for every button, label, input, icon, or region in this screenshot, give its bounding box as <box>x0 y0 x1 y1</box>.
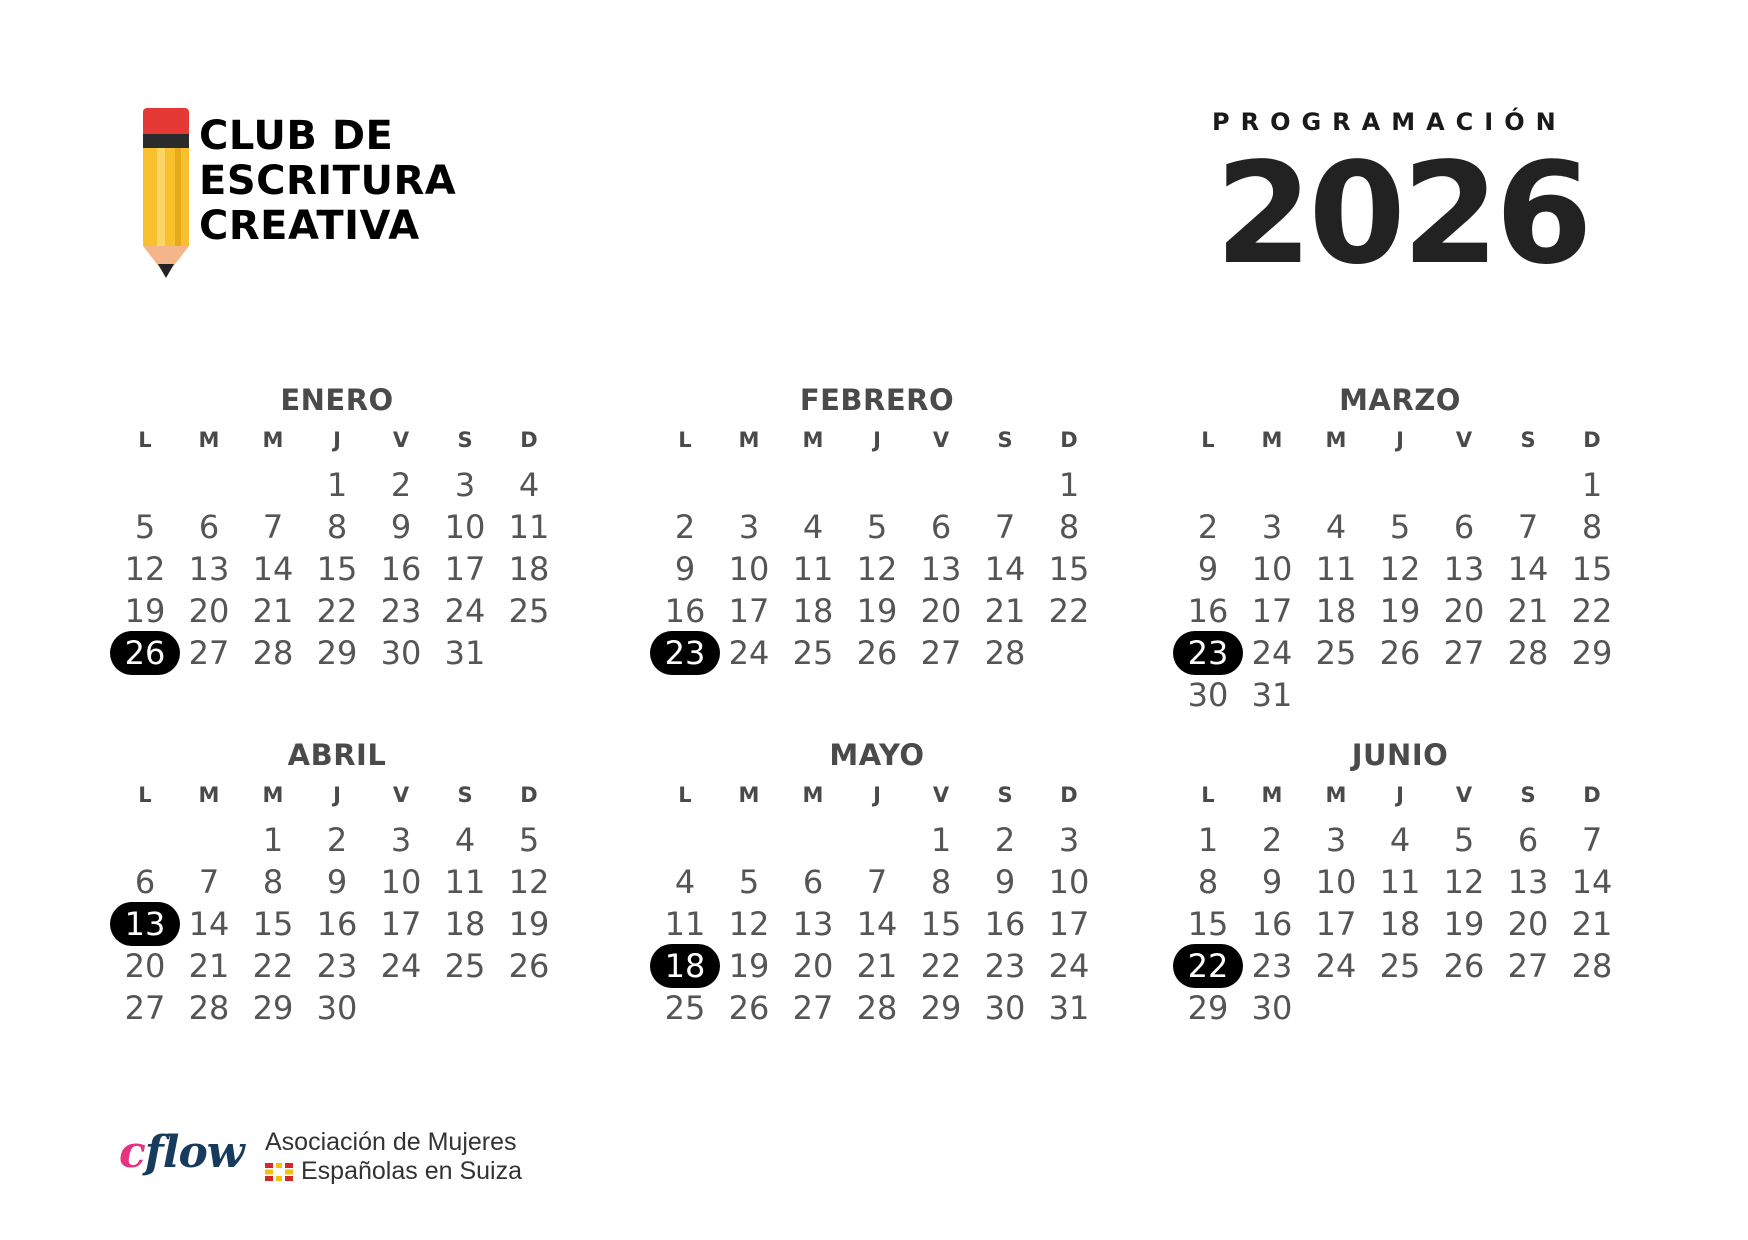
month-abril <box>113 738 561 1029</box>
day-cell: 10 <box>1315 863 1357 901</box>
day-cell: 3 <box>1058 821 1080 859</box>
day-cell: 2 <box>326 821 348 859</box>
weekday-label: M <box>198 428 220 452</box>
day-cell: 18 <box>1315 592 1357 630</box>
empty-cell <box>241 464 305 506</box>
day-cell: 22 <box>920 947 962 985</box>
logo-line-3: CREATIVA <box>199 203 420 249</box>
day-cell: 24 <box>444 592 486 630</box>
empty-cell <box>781 819 845 861</box>
day-cell: 24 <box>1048 947 1090 985</box>
highlighted-day: 23 <box>653 632 717 674</box>
day-cell: 22 <box>1048 592 1090 630</box>
empty-cell <box>653 464 717 506</box>
day-cell: 2 <box>1197 508 1219 546</box>
day-cell: 4 <box>1325 508 1347 546</box>
day-cell: 2 <box>994 821 1016 859</box>
empty-cell <box>717 819 781 861</box>
empty-cell <box>1496 464 1560 506</box>
day-cell: 7 <box>866 863 888 901</box>
day-cell: 4 <box>518 466 540 504</box>
day-cell: 30 <box>1187 676 1229 714</box>
weekday-label: D <box>1583 783 1601 807</box>
day-cell: 11 <box>792 550 834 588</box>
association-logo <box>265 1128 522 1186</box>
weekday-label: J <box>1396 783 1404 807</box>
day-cell: 16 <box>1187 592 1229 630</box>
day-cell: 4 <box>1389 821 1411 859</box>
weekday-label: D <box>520 783 538 807</box>
day-grid <box>1176 819 1624 1029</box>
day-cell: 20 <box>792 947 834 985</box>
day-cell: 22 <box>252 947 294 985</box>
day-cell: 16 <box>380 550 422 588</box>
month-name: FEBRERO <box>799 383 955 417</box>
weekday-label: S <box>997 428 1013 452</box>
weekday-header <box>1176 421 1624 459</box>
weekday-label: M <box>738 428 760 452</box>
weekday-label: V <box>392 783 410 807</box>
day-cell: 30 <box>984 989 1026 1027</box>
weekday-label: M <box>198 783 220 807</box>
weekday-label: M <box>1325 428 1347 452</box>
day-cell: 9 <box>994 863 1016 901</box>
month-name: MARZO <box>1339 383 1461 417</box>
weekday-label: V <box>1455 428 1473 452</box>
day-cell: 29 <box>1187 989 1229 1027</box>
weekday-label: M <box>802 783 824 807</box>
day-cell: 22 <box>1571 592 1613 630</box>
weekday-header <box>113 421 561 459</box>
weekday-label: M <box>262 428 284 452</box>
weekday-label: D <box>1583 428 1601 452</box>
day-cell: 5 <box>866 508 888 546</box>
weekday-label: D <box>1060 428 1078 452</box>
day-cell: 7 <box>994 508 1016 546</box>
day-cell: 27 <box>188 634 230 672</box>
day-cell: 10 <box>1251 550 1293 588</box>
day-cell: 28 <box>1571 947 1613 985</box>
day-cell: 1 <box>930 821 952 859</box>
day-cell: 6 <box>930 508 952 546</box>
association-line-1: Asociación de Mujeres <box>265 1128 517 1156</box>
day-cell: 10 <box>380 863 422 901</box>
day-cell: 18 <box>508 550 550 588</box>
day-cell: 28 <box>252 634 294 672</box>
weekday-label: S <box>457 783 473 807</box>
day-cell: 21 <box>188 947 230 985</box>
day-cell: 1 <box>262 821 284 859</box>
weekday-label: M <box>802 428 824 452</box>
empty-cell <box>845 464 909 506</box>
month-enero <box>113 383 561 674</box>
weekday-label: L <box>138 428 152 452</box>
weekday-label: L <box>1201 783 1215 807</box>
day-cell: 6 <box>1453 508 1475 546</box>
day-cell: 4 <box>454 821 476 859</box>
day-cell: 28 <box>1507 634 1549 672</box>
day-cell: 6 <box>802 863 824 901</box>
weekday-label: D <box>520 428 538 452</box>
day-cell: 19 <box>728 947 770 985</box>
day-cell: 1 <box>1197 821 1219 859</box>
day-cell: 6 <box>134 863 156 901</box>
day-cell: 3 <box>1261 508 1283 546</box>
day-cell: 17 <box>1048 905 1090 943</box>
day-cell: 20 <box>1443 592 1485 630</box>
weekday-label: M <box>1325 783 1347 807</box>
day-cell: 26 <box>728 989 770 1027</box>
logo-line-2: ESCRITURA <box>199 158 457 204</box>
empty-cell <box>1240 464 1304 506</box>
day-grid <box>1176 464 1624 716</box>
day-cell: 13 <box>792 905 834 943</box>
day-cell: 19 <box>856 592 898 630</box>
day-cell: 28 <box>188 989 230 1027</box>
weekday-label: M <box>1261 783 1283 807</box>
day-cell: 7 <box>262 508 284 546</box>
day-cell: 8 <box>262 863 284 901</box>
day-cell: 3 <box>738 508 760 546</box>
empty-cell <box>177 464 241 506</box>
empty-cell <box>781 464 845 506</box>
weekday-label: J <box>333 428 341 452</box>
day-cell: 9 <box>674 550 696 588</box>
day-cell: 8 <box>930 863 952 901</box>
weekday-label: M <box>262 783 284 807</box>
day-cell: 4 <box>802 508 824 546</box>
day-cell: 2 <box>390 466 412 504</box>
day-cell: 17 <box>444 550 486 588</box>
day-cell: 9 <box>390 508 412 546</box>
day-cell: 9 <box>326 863 348 901</box>
day-cell: 23 <box>1251 947 1293 985</box>
day-cell: 1 <box>326 466 348 504</box>
day-cell: 26 <box>1443 947 1485 985</box>
day-cell: 14 <box>252 550 294 588</box>
day-cell: 9 <box>1197 550 1219 588</box>
weekday-label: M <box>1261 428 1283 452</box>
day-cell: 19 <box>1443 905 1485 943</box>
day-cell: 1 <box>1581 466 1603 504</box>
weekday-label: L <box>1201 428 1215 452</box>
day-cell: 5 <box>518 821 540 859</box>
day-cell: 2 <box>1261 821 1283 859</box>
weekday-label: S <box>1520 428 1536 452</box>
day-cell: 14 <box>856 905 898 943</box>
day-cell: 20 <box>920 592 962 630</box>
day-cell: 12 <box>1379 550 1421 588</box>
day-cell: 15 <box>920 905 962 943</box>
day-cell: 1 <box>1058 466 1080 504</box>
weekday-header <box>653 421 1101 459</box>
month-name: ABRIL <box>287 738 387 772</box>
day-cell: 9 <box>1261 863 1283 901</box>
empty-cell <box>653 819 717 861</box>
weekday-label: V <box>932 428 950 452</box>
highlighted-day: 22 <box>1176 945 1240 987</box>
day-cell: 8 <box>1058 508 1080 546</box>
day-cell: 13 <box>920 550 962 588</box>
day-cell: 19 <box>1379 592 1421 630</box>
highlighted-day: 13 <box>113 903 177 945</box>
day-cell: 10 <box>444 508 486 546</box>
day-cell: 7 <box>1581 821 1603 859</box>
day-cell: 16 <box>316 905 358 943</box>
day-cell: 18 <box>1379 905 1421 943</box>
day-cell: 12 <box>728 905 770 943</box>
day-cell: 20 <box>188 592 230 630</box>
day-cell: 7 <box>198 863 220 901</box>
weekday-label: J <box>873 783 881 807</box>
day-cell: 26 <box>1379 634 1421 672</box>
association-line-2: Españolas en Suiza <box>301 1157 522 1185</box>
day-cell: 18 <box>792 592 834 630</box>
day-grid <box>113 819 561 1029</box>
day-cell: 17 <box>380 905 422 943</box>
weekday-label: S <box>997 783 1013 807</box>
day-cell: 15 <box>1571 550 1613 588</box>
day-cell: 11 <box>444 863 486 901</box>
day-cell: 8 <box>1197 863 1219 901</box>
day-cell: 11 <box>1379 863 1421 901</box>
day-cell: 8 <box>1581 508 1603 546</box>
empty-cell <box>1432 464 1496 506</box>
day-cell: 25 <box>792 634 834 672</box>
day-cell: 26 <box>856 634 898 672</box>
month-name: ENERO <box>280 383 394 417</box>
day-cell: 14 <box>1571 863 1613 901</box>
day-cell: 17 <box>1315 905 1357 943</box>
weekday-label: J <box>873 428 881 452</box>
weekday-label: M <box>738 783 760 807</box>
day-cell: 7 <box>1517 508 1539 546</box>
day-cell: 23 <box>984 947 1026 985</box>
spain-flag-icon <box>265 1163 293 1181</box>
day-cell: 26 <box>508 947 550 985</box>
day-cell: 19 <box>124 592 166 630</box>
empty-cell <box>177 819 241 861</box>
day-cell: 25 <box>508 592 550 630</box>
weekday-label: V <box>932 783 950 807</box>
day-cell: 16 <box>1251 905 1293 943</box>
pencil-icon <box>143 108 189 278</box>
highlighted-day: 18 <box>653 945 717 987</box>
day-cell: 15 <box>252 905 294 943</box>
highlighted-day: 23 <box>1176 632 1240 674</box>
day-cell: 21 <box>1507 592 1549 630</box>
day-cell: 11 <box>664 905 706 943</box>
day-cell: 11 <box>1315 550 1357 588</box>
day-cell: 14 <box>984 550 1026 588</box>
day-cell: 12 <box>508 863 550 901</box>
day-cell: 21 <box>856 947 898 985</box>
day-cell: 29 <box>920 989 962 1027</box>
day-cell: 21 <box>1571 905 1613 943</box>
day-cell: 25 <box>1379 947 1421 985</box>
day-cell: 30 <box>316 989 358 1027</box>
day-cell: 6 <box>1517 821 1539 859</box>
weekday-label: L <box>678 428 692 452</box>
day-cell: 27 <box>1507 947 1549 985</box>
month-name: JUNIO <box>1351 738 1449 772</box>
day-cell: 16 <box>984 905 1026 943</box>
weekday-label: L <box>138 783 152 807</box>
month-marzo <box>1176 383 1624 716</box>
empty-cell <box>113 819 177 861</box>
day-cell: 28 <box>856 989 898 1027</box>
logo-line-1: CLUB DE <box>199 113 394 159</box>
day-cell: 25 <box>664 989 706 1027</box>
day-cell: 22 <box>316 592 358 630</box>
empty-cell <box>909 464 973 506</box>
day-cell: 30 <box>380 634 422 672</box>
day-cell: 8 <box>326 508 348 546</box>
day-cell: 17 <box>1251 592 1293 630</box>
month-febrero <box>653 383 1101 674</box>
year-title: 2026 <box>1215 133 1589 296</box>
day-cell: 14 <box>1507 550 1549 588</box>
weekday-label: V <box>1455 783 1473 807</box>
weekday-label: S <box>1520 783 1536 807</box>
weekday-label: D <box>1060 783 1078 807</box>
weekday-header <box>113 776 561 814</box>
day-cell: 3 <box>454 466 476 504</box>
day-cell: 23 <box>316 947 358 985</box>
day-cell: 11 <box>508 508 550 546</box>
day-cell: 13 <box>188 550 230 588</box>
day-cell: 15 <box>316 550 358 588</box>
month-mayo <box>653 738 1101 1029</box>
day-cell: 18 <box>444 905 486 943</box>
day-cell: 27 <box>792 989 834 1027</box>
day-cell: 3 <box>390 821 412 859</box>
empty-cell <box>1176 464 1240 506</box>
day-cell: 12 <box>856 550 898 588</box>
cflow-logo: cflow <box>119 1127 244 1178</box>
day-cell: 15 <box>1187 905 1229 943</box>
day-cell: 29 <box>1571 634 1613 672</box>
day-cell: 30 <box>1251 989 1293 1027</box>
day-cell: 25 <box>1315 634 1357 672</box>
day-cell: 4 <box>674 863 696 901</box>
day-cell: 27 <box>1443 634 1485 672</box>
day-cell: 28 <box>984 634 1026 672</box>
logo-text <box>199 114 456 249</box>
day-cell: 21 <box>984 592 1026 630</box>
empty-cell <box>717 464 781 506</box>
day-cell: 12 <box>124 550 166 588</box>
day-cell: 13 <box>1507 863 1549 901</box>
weekday-label: S <box>457 428 473 452</box>
day-cell: 19 <box>508 905 550 943</box>
day-cell: 31 <box>1251 676 1293 714</box>
weekday-label: J <box>1396 428 1404 452</box>
empty-cell <box>845 819 909 861</box>
day-cell: 5 <box>738 863 760 901</box>
day-cell: 5 <box>1453 821 1475 859</box>
day-cell: 3 <box>1325 821 1347 859</box>
day-cell: 5 <box>134 508 156 546</box>
day-cell: 31 <box>444 634 486 672</box>
day-cell: 13 <box>1443 550 1485 588</box>
weekday-label: L <box>678 783 692 807</box>
day-cell: 31 <box>1048 989 1090 1027</box>
empty-cell <box>1368 464 1432 506</box>
day-cell: 10 <box>1048 863 1090 901</box>
day-cell: 24 <box>380 947 422 985</box>
day-cell: 24 <box>1315 947 1357 985</box>
weekday-label: V <box>392 428 410 452</box>
programacion-label: PROGRAMACIÓN <box>1212 108 1567 136</box>
weekday-label: J <box>333 783 341 807</box>
day-cell: 14 <box>188 905 230 943</box>
day-grid <box>113 464 561 674</box>
day-cell: 2 <box>674 508 696 546</box>
day-grid <box>653 819 1101 1029</box>
day-cell: 6 <box>198 508 220 546</box>
day-cell: 24 <box>728 634 770 672</box>
day-cell: 29 <box>252 989 294 1027</box>
day-cell: 21 <box>252 592 294 630</box>
day-cell: 15 <box>1048 550 1090 588</box>
weekday-header <box>1176 776 1624 814</box>
empty-cell <box>113 464 177 506</box>
day-cell: 27 <box>920 634 962 672</box>
day-cell: 23 <box>380 592 422 630</box>
empty-cell <box>973 464 1037 506</box>
day-cell: 25 <box>444 947 486 985</box>
day-cell: 17 <box>728 592 770 630</box>
empty-cell <box>1304 464 1368 506</box>
day-cell: 20 <box>1507 905 1549 943</box>
day-cell: 20 <box>124 947 166 985</box>
highlighted-day: 26 <box>113 632 177 674</box>
day-cell: 27 <box>124 989 166 1027</box>
month-junio <box>1176 738 1624 1029</box>
day-cell: 29 <box>316 634 358 672</box>
weekday-header <box>653 776 1101 814</box>
day-cell: 24 <box>1251 634 1293 672</box>
day-cell: 12 <box>1443 863 1485 901</box>
day-cell: 16 <box>664 592 706 630</box>
day-cell: 10 <box>728 550 770 588</box>
month-name: MAYO <box>829 738 925 772</box>
day-grid <box>653 464 1101 674</box>
day-cell: 5 <box>1389 508 1411 546</box>
